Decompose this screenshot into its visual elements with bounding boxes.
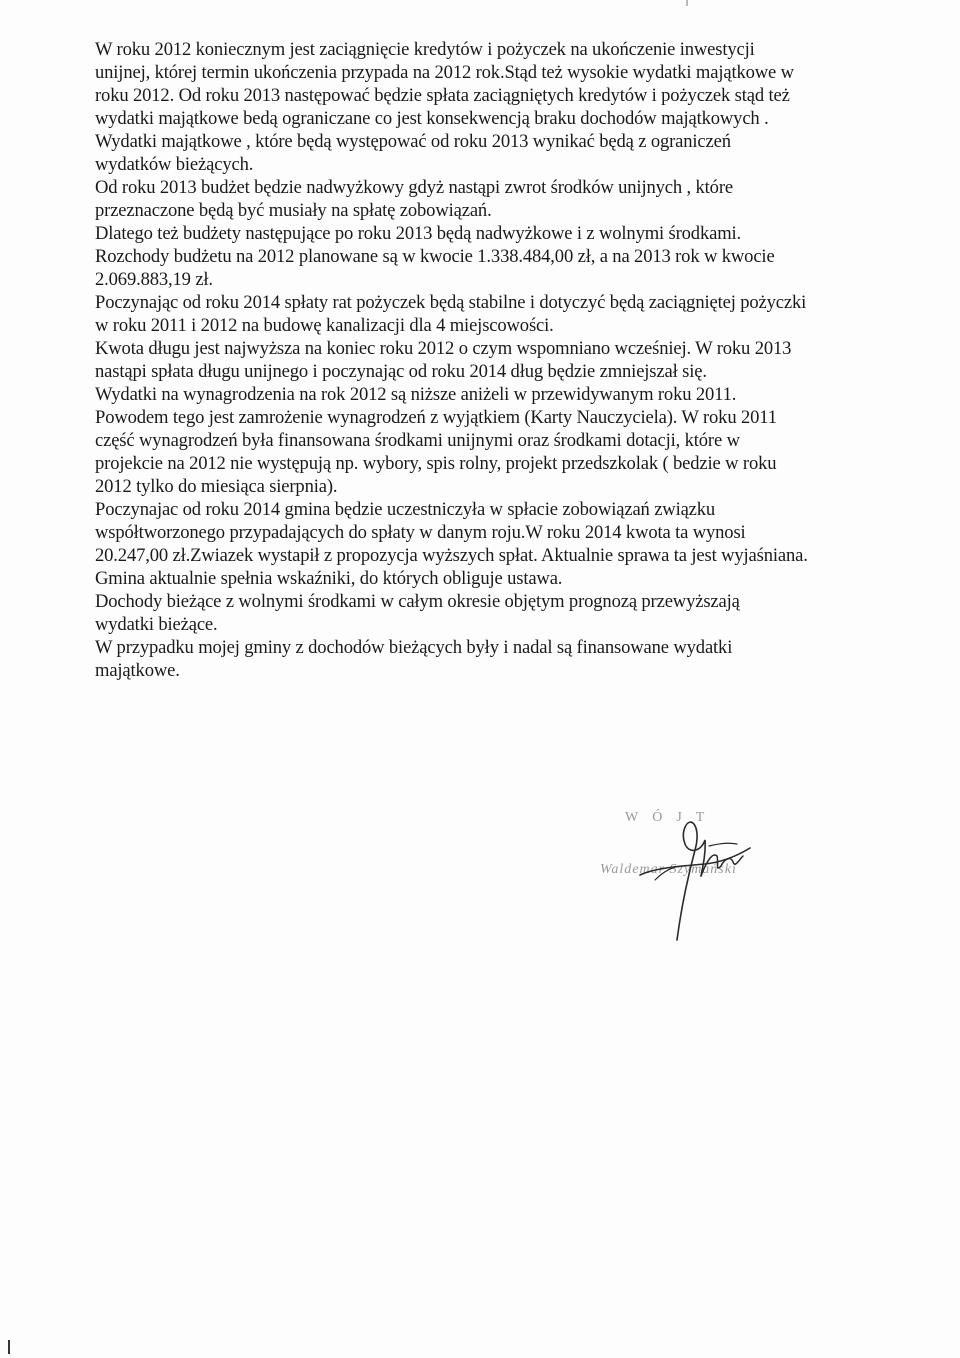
text-line: Wydatki majątkowe , które będą występować od roku 2013 wynikać będą z ograniczeń [95,131,731,152]
text-line: W przypadku mojej gminy z dochodów bieżących były i nadal są finansowane wydatki [95,637,733,658]
text-line: część wynagrodzeń była finansowana środkami unijnymi oraz środkami dotacji, które w [95,430,740,451]
text-line: projekcie na 2012 nie występują np. wybory, spis rolny, projekt przedszkolak ( bedzie w roku [95,453,777,474]
official-stamp [585,800,815,950]
text-line: współtworzonego przypadających do spłaty w danym roju.W roku 2014 kwota ta wynosi [95,522,746,543]
text-line: przeznaczone będą być musiały na spłatę zobowiązań. [95,200,492,221]
text-line: 20.247,00 zł.Zwiazek wystapił z propozycja wyższych spłat. Aktualnie sprawa ta jest wyjaśniana. [95,545,808,566]
text-line: wydatki bieżące. [95,614,218,635]
text-line: wydatki majątkowe bedą ograniczane co jest konsekwencją braku dochodów majątkowych . [95,108,769,129]
stamp-title: WÓJT [625,810,719,825]
text-line: Rozchody budżetu na 2012 planowane są w kwocie 1.338.484,00 zł, a na 2013 rok w kwocie [95,246,775,267]
text-line: Dochody bieżące z wolnymi środkami w całym okresie objętym prognozą przewyższają [95,591,740,612]
text-line: 2.069.883,19 zł. [95,269,213,290]
text-line: 2012 tylko do miesiąca sierpnia). [95,476,338,497]
text-line: Od roku 2013 budżet będzie nadwyżkowy gdyż nastąpi zwrot środków unijnych , które [95,177,733,198]
text-line: roku 2012. Od roku 2013 następować będzie spłata zaciągniętych kredytów i pożyczek stąd też [95,85,790,106]
text-line: w roku 2011 i 2012 na budowę kanalizacji dla 4 miejscowości. [95,315,554,336]
text-line: Kwota długu jest najwyższa na koniec roku 2012 o czym wspomniano wcześniej. W roku 2013 [95,338,792,359]
text-line: unijnej, której termin ukończenia przypada na 2012 rok.Stąd też wysokie wydatki majątkowe w [95,62,794,83]
text-line: majątkowe. [95,660,180,681]
text-line: Poczynając od roku 2014 spłaty rat pożyczek będą stabilne i dotyczyć będą zaciągniętej pożyczki [95,292,807,313]
scan-mark [686,0,688,6]
document-body [95,38,905,682]
scan-mark [8,1340,10,1354]
stamp-name: Waldemar Szymański [600,862,737,877]
text-line: wydatków bieżących. [95,154,254,175]
text-line: Wydatki na wynagrodzenia na rok 2012 są niższe aniżeli w przewidywanym roku 2011. [95,384,737,405]
handwritten-signature [585,800,815,950]
text-line: Poczynajac od roku 2014 gmina będzie uczestniczyła w spłacie zobowiązań związku [95,499,716,520]
text-line: Powodem tego jest zamrożenie wynagrodzeń z wyjątkiem (Karty Nauczyciela). W roku 2011 [95,407,777,428]
text-line: Dlatego też budżety następujące po roku 2013 będą nadwyżkowe i z wolnymi środkami. [95,223,742,244]
text-line: W roku 2012 koniecznym jest zaciągnięcie kredytów i pożyczek na ukończenie inwestycji [95,39,755,60]
text-line: Gmina aktualnie spełnia wskaźniki, do których obliguje ustawa. [95,568,563,589]
text-line: nastąpi spłata długu unijnego i poczynając od roku 2014 dług będzie zmniejszał się. [95,361,707,382]
